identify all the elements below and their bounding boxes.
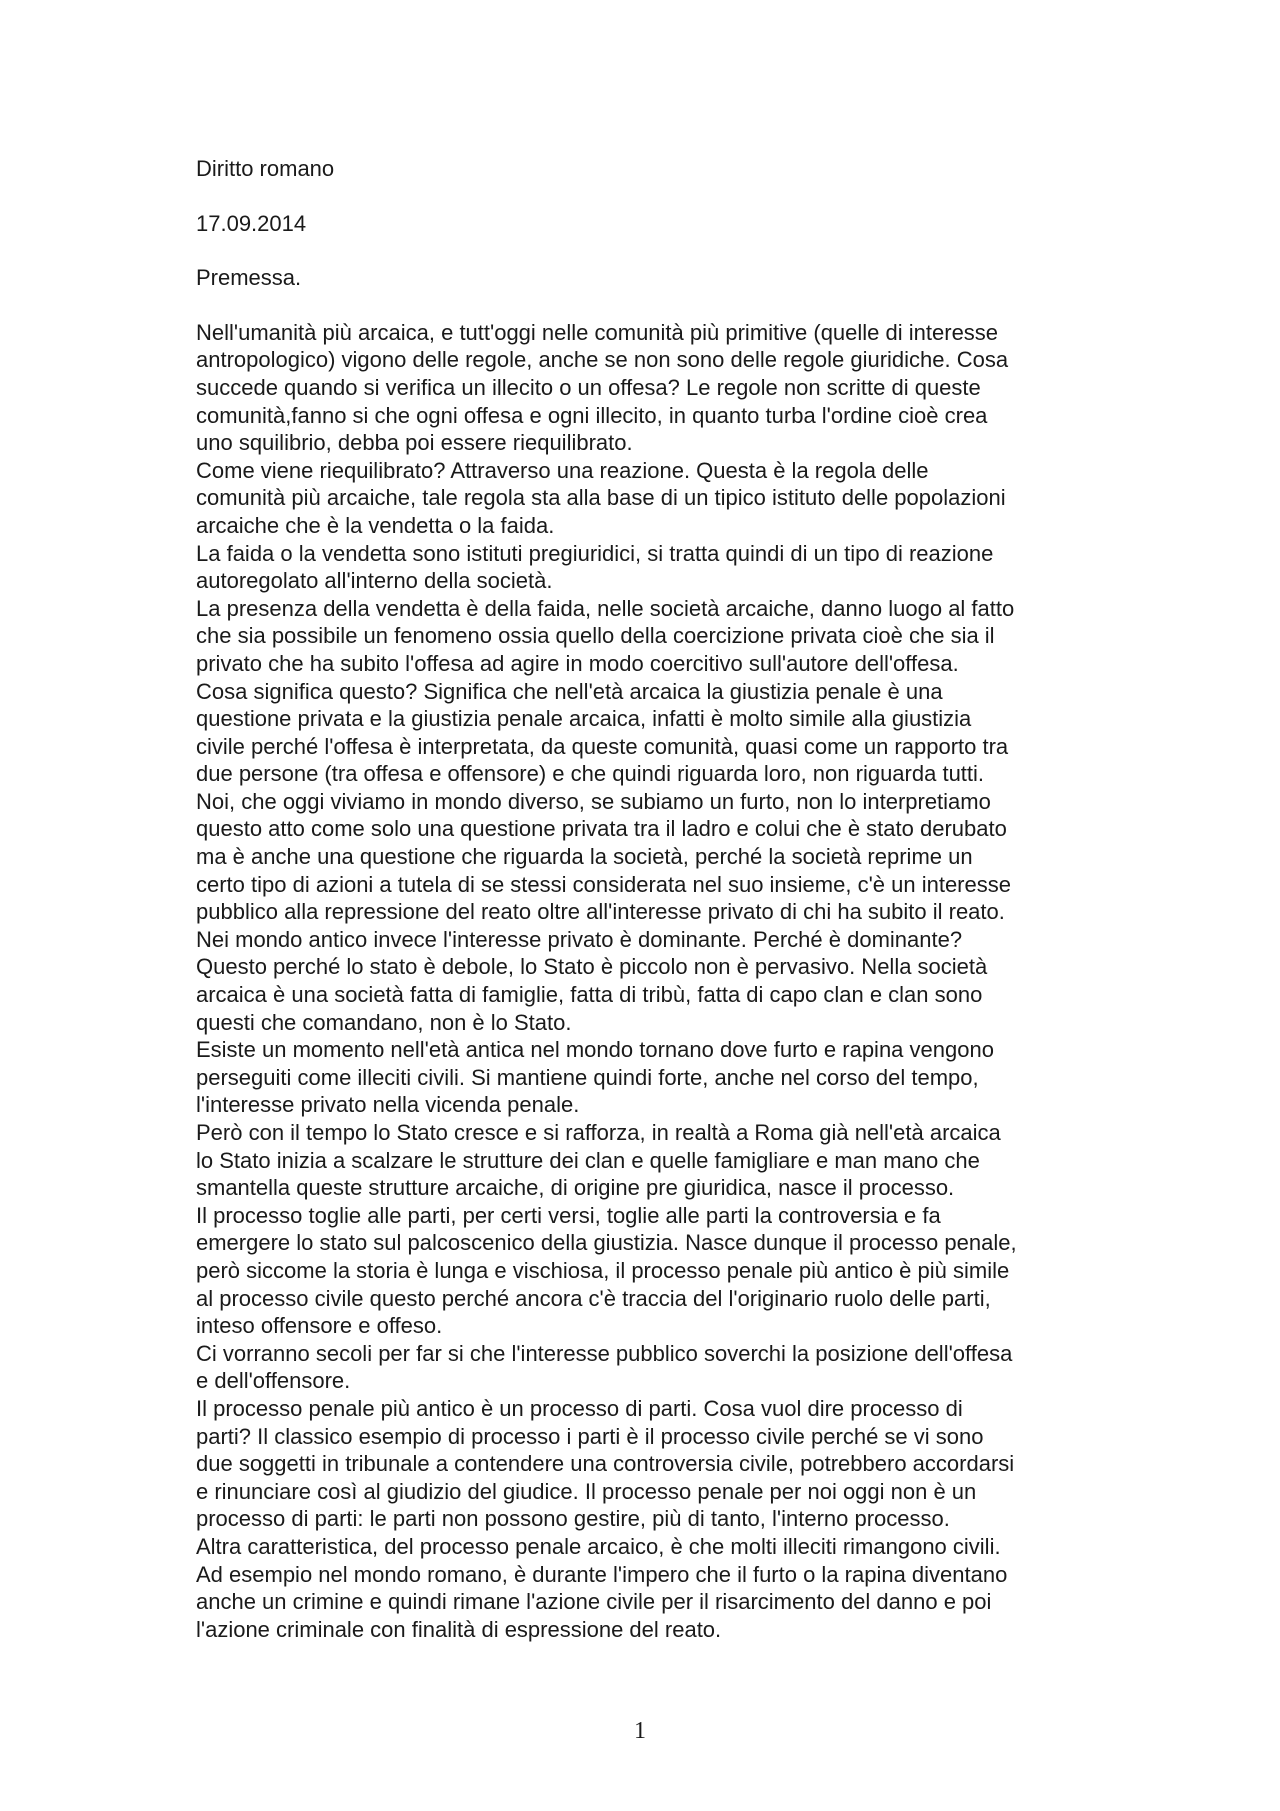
text-line: però siccome la storia è lunga e vischiosa, il processo penale più antico è più simile bbox=[196, 1257, 1010, 1283]
text-line: comunità più arcaiche, tale regola sta alla base di un tipico istituto delle popolazioni bbox=[196, 485, 1006, 511]
text-line: arcaica è una società fatta di famiglie, fatta di tribù, fatta di capo clan e clan sono bbox=[196, 982, 983, 1008]
text-line: questo atto come solo una questione privata tra il ladro e colui che è stato derubato bbox=[196, 816, 1007, 842]
text-line: La presenza della vendetta è della faida, nelle società arcaiche, danno luogo al fatto bbox=[196, 595, 1015, 621]
text-line: l'interesse privato nella vicenda penale. bbox=[196, 1092, 580, 1118]
document-title: Diritto romano bbox=[196, 156, 335, 181]
text-line: questi che comandano, non è lo Stato. bbox=[196, 1009, 572, 1035]
text-line: Nell'umanità più arcaica, e tutt'oggi nelle comunità più primitive (quelle di interesse bbox=[196, 319, 999, 345]
text-line: processo di parti: le parti non possono gestire, più di tanto, l'interno processo. bbox=[196, 1506, 950, 1532]
text-line: Come viene riequilibrato? Attraverso una reazione. Questa è la regola delle bbox=[196, 457, 929, 483]
text-line: Cosa significa questo? Significa che nell'età arcaica la giustizia penale è una bbox=[196, 678, 943, 704]
text-line: lo Stato inizia a scalzare le strutture dei clan e quelle famigliare e man mano che bbox=[196, 1147, 980, 1173]
text-line: antropologico) vigono delle regole, anche se non sono delle regole giuridiche. Cosa bbox=[196, 347, 1009, 373]
text-line: uno squilibrio, debba poi essere riequilibrato. bbox=[196, 430, 633, 456]
text-line: certo tipo di azioni a tutela di se stessi considerata nel suo insieme, c'è un interesse bbox=[196, 871, 1011, 897]
page-number: 1 bbox=[634, 1718, 646, 1744]
text-line: Però con il tempo lo Stato cresce e si rafforza, in realtà a Roma già nell'età arcaica bbox=[196, 1120, 1001, 1145]
body-text bbox=[196, 319, 1096, 1644]
document-date: 17.09.2014 bbox=[196, 210, 307, 236]
text-line: l'azione criminale con finalità di espressione del reato. bbox=[196, 1616, 722, 1642]
text-line: ma è anche una questione che riguarda la società, perché la società reprime un bbox=[196, 844, 973, 870]
text-line: perseguiti come illeciti civili. Si mantiene quindi forte, anche nel corso del tempo, bbox=[196, 1064, 979, 1090]
text-line: autoregolato all'interno della società. bbox=[196, 568, 553, 594]
text-line: civile perché l'offesa è interpretata, da queste comunità, quasi come un rapporto tra bbox=[196, 733, 1009, 759]
text-line: due persone (tra offesa e offensore) e che quindi riguarda loro, non riguarda tutti. bbox=[196, 761, 985, 787]
text-line: privato che ha subito l'offesa ad agire in modo coercitivo sull'autore dell'offesa. bbox=[196, 650, 959, 676]
document-content bbox=[196, 155, 1096, 1643]
text-line: Noi, che oggi viviamo in mondo diverso, se subiamo un furto, non lo interpretiamo bbox=[196, 788, 991, 814]
text-line: parti? Il classico esempio di processo i parti è il processo civile perché se vi sono bbox=[196, 1423, 984, 1449]
text-line: al processo civile questo perché ancora c'è traccia del l'originario ruolo delle parti, bbox=[196, 1285, 991, 1311]
text-line: Il processo toglie alle parti, per certi versi, toglie alle parti la controversia e fa bbox=[196, 1202, 941, 1228]
text-line: La faida o la vendetta sono istituti pregiuridici, si tratta quindi di un tipo di reazione bbox=[196, 540, 994, 566]
text-line: smantella queste strutture arcaiche, di origine pre giuridica, nasce il processo. bbox=[196, 1175, 955, 1201]
text-line: Altra caratteristica, del processo penale arcaico, è che molti illeciti rimangono civili. bbox=[196, 1533, 1001, 1559]
text-line: che sia possibile un fenomeno ossia quello della coercizione privata cioè che sia il bbox=[196, 623, 995, 649]
text-line: inteso offensore e offeso. bbox=[196, 1313, 443, 1339]
text-line: Questo perché lo stato è debole, lo Stato è piccolo non è pervasivo. Nella società bbox=[196, 954, 988, 980]
text-line: questione privata e la giustizia penale arcaica, infatti è molto simile alla giustizia bbox=[196, 706, 972, 732]
text-line: comunità,fanno si che ogni offesa e ogni illecito, in quanto turba l'ordine cioè crea bbox=[196, 402, 988, 428]
text-line: e dell'offensore. bbox=[196, 1368, 351, 1394]
text-line: e rinunciare così al giudizio del giudice. Il processo penale per noi oggi non è un bbox=[196, 1478, 977, 1504]
text-line: Ad esempio nel mondo romano, è durante l'impero che il furto o la rapina diventano bbox=[196, 1561, 1008, 1587]
text-line: Ci vorranno secoli per far si che l'interesse pubblico soverchi la posizione dell'offesa bbox=[196, 1340, 1013, 1366]
text-line: due soggetti in tribunale a contendere una controversia civile, potrebbero accordarsi bbox=[196, 1451, 1015, 1477]
text-line: Nei mondo antico invece l'interesse privato è dominante. Perché è dominante? bbox=[196, 926, 963, 952]
text-line: succede quando si verifica un illecito o un offesa? Le regole non scritte di queste bbox=[196, 374, 981, 400]
text-line: Il processo penale più antico è un processo di parti. Cosa vuol dire processo di bbox=[196, 1395, 963, 1421]
section-heading: Premessa. bbox=[196, 265, 302, 291]
text-line: emergere lo stato sul palcoscenico della giustizia. Nasce dunque il processo penale, bbox=[196, 1230, 1017, 1256]
text-line: anche un crimine e quindi rimane l'azione civile per il risarcimento del danno e poi bbox=[196, 1589, 992, 1615]
text-line: arcaiche che è la vendetta o la faida. bbox=[196, 512, 555, 538]
text-line: Esiste un momento nell'età antica nel mondo tornano dove furto e rapina vengono bbox=[196, 1037, 994, 1063]
text-line: pubblico alla repressione del reato oltre all'interesse privato di chi ha subito il reato. bbox=[196, 899, 1005, 925]
